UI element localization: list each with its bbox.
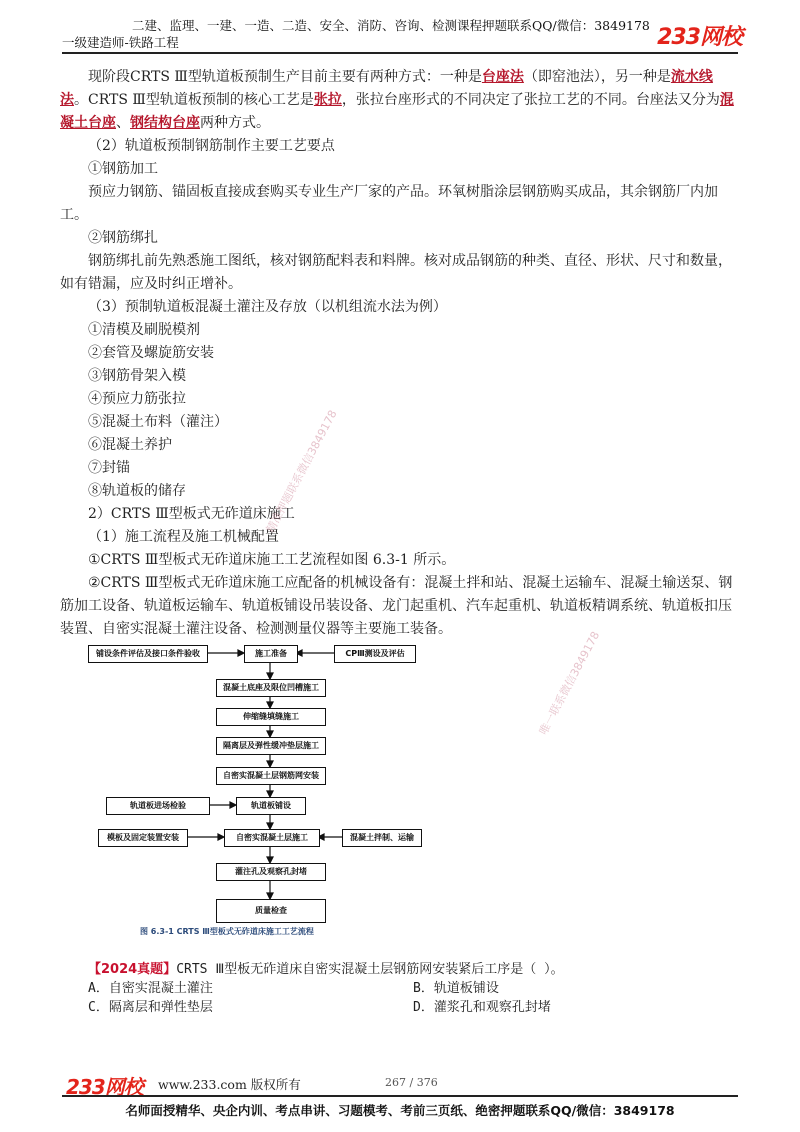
flow-node-construction-prep: 施工准备 (244, 645, 298, 663)
question-tag: 【2024真题】 (88, 962, 177, 977)
section-heading-3: （3）预制轨道板混凝土灌注及存放（以机组流水法为例） (88, 299, 447, 315)
section-heading-crts3: 2）CRTS Ⅲ型板式无砟道床施工 (88, 506, 295, 522)
process-flow-reference: ①CRTS Ⅲ型板式无砟道床施工工艺流程如图 6.3-1 所示。 (88, 552, 456, 568)
footer-copyright: www.233.com 版权所有 (158, 1077, 301, 1092)
list-item: ④预应力筋张拉 (88, 391, 186, 407)
question-stem-line (88, 960, 738, 979)
intro-paragraph (60, 66, 740, 135)
option-a: A．自密实混凝土灌注 (88, 981, 213, 996)
intro-text-1: 现阶段CRTS Ⅲ型轨道板预制生产目前主要有两种方式：一种是 (88, 69, 482, 85)
keyword-zhangla: 张拉 (313, 92, 342, 108)
intro-text-3: 。CRTS Ⅲ型轨道板预制的核心工艺是 (74, 92, 314, 108)
subitem-rebar-processing: ①钢筋加工 (88, 161, 158, 177)
keyword-concrete-pedestal: 混凝土台座 (60, 92, 734, 131)
list-item: ⑦封锚 (88, 460, 130, 476)
flow-node-slab-inspection: 轨道板进场检验 (106, 797, 210, 815)
option-d: D．灌浆孔和观察孔封堵 (413, 1000, 551, 1015)
keyword-steel-pedestal: 钢结构台座 (130, 115, 200, 131)
option-row (88, 979, 738, 998)
flow-node-isolation-layer: 隔离层及弹性缓冲垫层施工 (216, 737, 326, 755)
intro-text-2: （即窑池法），另一种是 (523, 69, 671, 85)
question-stem: CRTS Ⅲ型板无砟道床自密实混凝土层钢筋网安装紧后工序是（ ）。 (176, 962, 564, 977)
option-c: C．隔离层和弹性垫层 (88, 1000, 213, 1015)
list-item: ⑤混凝土布料（灌注） (88, 414, 228, 430)
intro-text-6: 两种方式。 (200, 115, 270, 131)
rebar-binding-text: 钢筋绑扎前先熟悉施工图纸，核对钢筋配料表和料牌。核对成品钢筋的种类、直径、形状、尺寸和数量，如有错漏，应及时纠正增补。 (60, 253, 732, 292)
list-item: ②套管及螺旋筋安装 (88, 345, 214, 361)
option-b: B．轨道板铺设 (413, 981, 499, 996)
list-item: ⑥混凝土养护 (88, 437, 172, 453)
flow-node-formwork: 模板及固定装置安装 (98, 829, 188, 847)
brand-logo: 233网校 (657, 25, 742, 50)
flow-node-slab-laying: 轨道板铺设 (236, 797, 306, 815)
subitem-rebar-binding: ②钢筋绑扎 (88, 230, 158, 246)
flow-node-scc-layer: 自密实混凝土层施工 (224, 829, 320, 847)
header-course-title: 一级建造师-铁路工程 (62, 35, 179, 50)
list-item: ①清模及刷脱模剂 (88, 322, 200, 338)
page-number: 267 / 376 (385, 1076, 438, 1089)
option-row (88, 998, 738, 1017)
process-flowchart (88, 643, 428, 943)
keyword-liushuixianfa: 流水线法 (60, 69, 713, 108)
flow-node-quality-check: 质量检查 (216, 899, 326, 923)
flow-node-hole-sealing: 灌注孔及观察孔封堵 (216, 863, 326, 881)
page-header (62, 14, 742, 50)
watermark-text: 唯一联系微信3849178 (536, 629, 603, 738)
exam-question (88, 960, 738, 1017)
footer-divider (62, 1095, 738, 1097)
intro-text-4: ，张拉台座形式的不同决定了张拉工艺的不同。台座法又分为 (341, 92, 720, 108)
figure-caption: 图 6.3-1 CRTS Ⅲ型板式无砟道床施工工艺流程 (140, 927, 314, 936)
footer-logo: 233网校 (66, 1075, 143, 1099)
watermark-text: 精准押题联系微信3849178 (263, 407, 340, 536)
machinery-list-text: ②CRTS Ⅲ型板式无砟道床施工应配备的机械设备有：混凝土拌和站、混凝土运输车、混凝土输送泵、钢筋加工设备、轨道板运输车、轨道板铺设吊装设备、龙门起重机、汽车起重机、轨道板精调系统、轨道板扣压装置、自密实混凝土灌注设备、检测测量仪器等主要施工装备。 (60, 575, 733, 637)
intro-text-5: 、 (116, 115, 130, 131)
flow-node-expansion-joint: 伸缩缝填缝施工 (216, 708, 326, 726)
flow-node-concrete-mixing: 混凝土拌制、运输 (342, 829, 422, 847)
flow-node-rebar-mesh: 自密实混凝土层钢筋网安装 (216, 767, 326, 785)
flow-node-cpiii-survey: CPⅢ测设及评估 (334, 645, 416, 663)
section-heading-2: （2）轨道板预制钢筋制作主要工艺要点 (88, 138, 335, 154)
list-item: ③钢筋骨架入模 (88, 368, 186, 384)
list-item: ⑧轨道板的储存 (88, 483, 186, 499)
footer-advert: 名师面授精华、央企内训、考点串讲、习题模考、考前三页纸、绝密押题联系QQ/微信：3849178 (125, 1103, 675, 1118)
subheading-process-flow: （1）施工流程及施工机械配置 (88, 529, 279, 545)
document-body (60, 66, 740, 641)
keyword-taizuofa: 台座法 (481, 69, 524, 85)
flow-node-interface-acceptance: 铺设条件评估及接口条件验收 (88, 645, 208, 663)
flow-node-base-construction: 混凝土底座及限位凹槽施工 (216, 679, 326, 697)
header-divider (62, 52, 738, 54)
header-contact-line: 二建、监理、一建、一造、二造、安全、消防、咨询、检测课程押题联系QQ/微信：3849178 (132, 18, 650, 33)
rebar-processing-text: 预应力钢筋、锚固板直接成套购买专业生产厂家的产品。环氧树脂涂层钢筋购买成品，其余钢筋厂内加工。 (60, 184, 718, 223)
